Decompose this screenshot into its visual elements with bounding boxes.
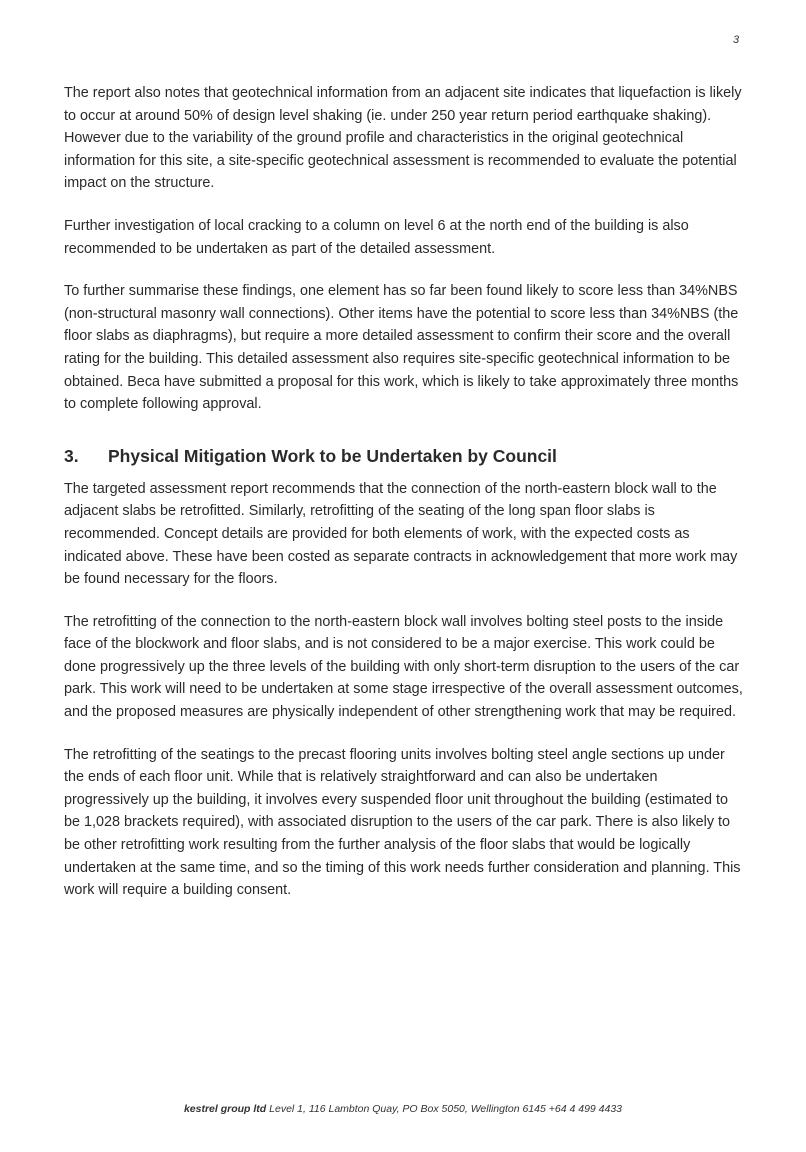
footer-company: kestrel group ltd <box>183 1103 267 1115</box>
paragraph-summary: To further summarise these findings, one element has so far been found likely to score less than 34%NBS (non-structural masonry wall connections). Other items have the potential to score less than 34%NBS (the floor slabs as diaphragms), but require a more detailed assessment to confirm their score and the overall rating for the building. This detailed assessment also requires site-specific geotechnical information to be obtained. Beca have submitted a proposal for this work, which is likely to take approximately three months to complete following approval. <box>64 283 739 413</box>
paragraph-liquefaction: The report also notes that geotechnical information from an adjacent site indicates that liquefaction is likely to occur at around 50% of design level shaking (ie. under 250 year return period earthquake shaking). However due to the variability of the ground profile and characteristics in the original geotechnical information for this site, a site-specific geotechnical assessment is recommended to evaluate the potential impact on the structure. <box>64 85 742 192</box>
paragraph-block-wall-retrofit: The retrofitting of the connection to the north-eastern block wall involves bolting steel posts to the inside face of the blockwork and floor slabs, and is not considered to be a major exercise. This work could be done progressively up the three levels of the building with only short-term disruption to the users of the car park. This work will need to be undertaken at some stage irrespective of the overall assessment outcomes, and the proposed measures are physically independent of other strengthening work that may be required. <box>64 613 743 721</box>
document-body <box>64 82 744 922</box>
paragraph-column-cracking: Further investigation of local cracking to a column on level 6 at the north end of the building is also recommended to be undertaken as part of the detailed assessment. <box>64 217 689 257</box>
page-footer <box>0 1103 806 1115</box>
footer-address: Level 1, 116 Lambton Quay, PO Box 5050, Wellington 6145 +64 4 499 4433 <box>269 1103 623 1115</box>
section-heading <box>64 444 744 468</box>
section-title: Physical Mitigation Work to be Undertaken by Council <box>108 445 557 466</box>
paragraph-floor-seating-retrofit: The retrofitting of the seatings to the precast flooring units involves bolting steel angle sections up under the ends of each floor unit. While that is relatively straightforward and can also be undertaken progressively up the building, it involves every suspended floor unit throughout the building (estimated to be 1,028 brackets required), with associated disruption to the users of the car park. There is also likely to be other retrofitting work resulting from the further analysis of the floor slabs that would be logically undertaken at the same time, and so the timing of this work needs further consideration and planning. This work will require a building consent. <box>64 746 741 899</box>
page-number: 3 <box>733 34 740 46</box>
section-number: 3. <box>64 445 79 466</box>
paragraph-targeted-assessment: The targeted assessment report recommends that the connection of the north-eastern block wall to the adjacent slabs be retrofitted. Similarly, retrofitting of the seating of the long span floor slabs is recommended. Concept details are provided for both elements of work, with the expected costs as indicated above. These have been costed as separate contracts in acknowledgement that more work may be found necessary for the floors. <box>64 480 738 588</box>
